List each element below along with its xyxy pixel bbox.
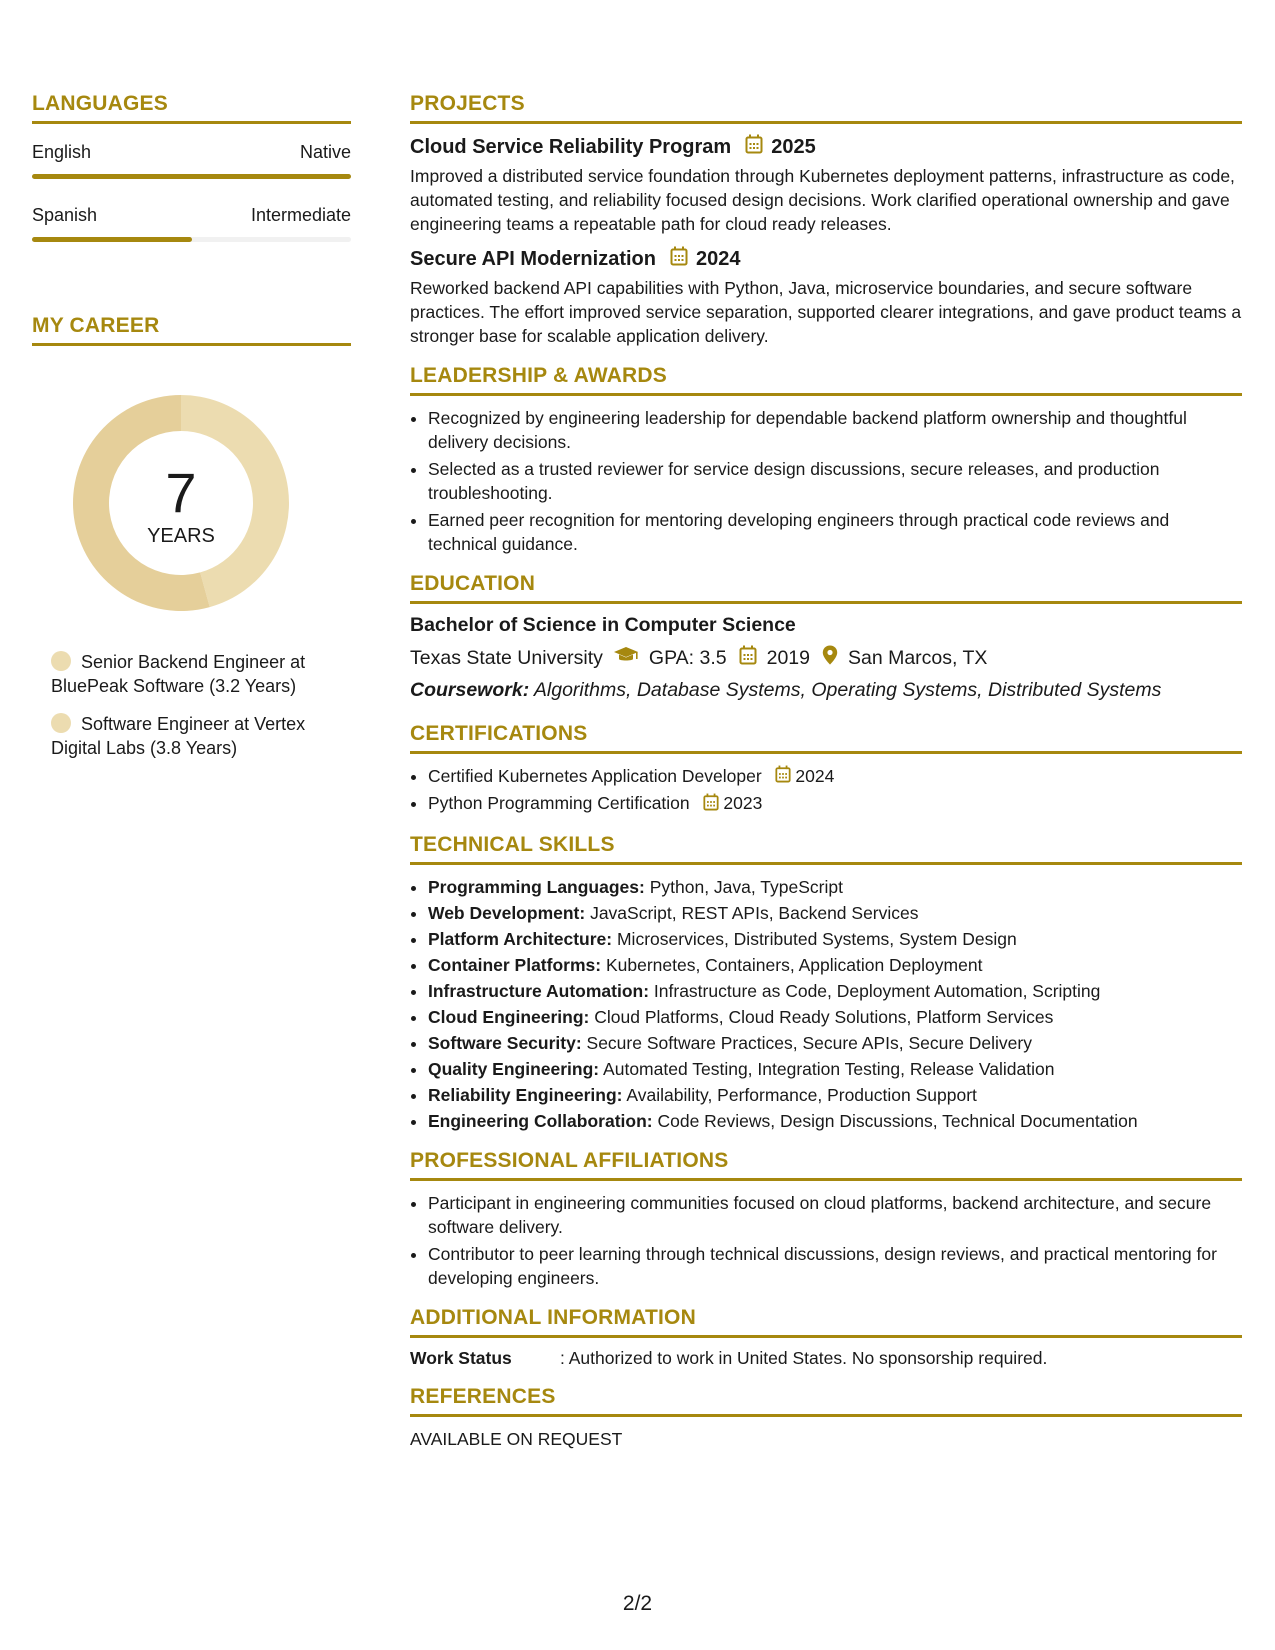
language-proficiency-bar [32,237,351,242]
project-name: Cloud Service Reliability Program [410,135,732,158]
legend-item [51,712,351,760]
skill-value: Microservices, Distributed Systems, System Design [616,928,1017,949]
calendar-icon [739,645,757,671]
project-description: Reworked backend API capabilities with Python, Java, microservice boundaries, and secure software practices. The effort improved service separation, supported clearer integrations, and gave product teams a stronger base for scalable application delivery. [410,278,1242,346]
calendar-icon [670,246,688,272]
career-years-label: YEARS [147,524,215,547]
skill-item [428,1005,1242,1029]
education-title: EDUCATION [410,572,1242,604]
certifications-section [410,722,1242,817]
project-year: 2024 [695,247,741,270]
list-item: • Recognized by engineering leadership for dependable backend platform ownership and thoughtful delivery decisions. [428,406,1242,454]
skill-label: Engineering Collaboration: [428,1110,653,1131]
left-column [32,92,351,774]
affiliations-title: PROFESSIONAL AFFILIATIONS [410,1149,1242,1181]
additional-title: ADDITIONAL INFORMATION [410,1306,1242,1338]
gpa: GPA: 3.5 [648,646,727,669]
skills-section [410,833,1242,1133]
school-location: San Marcos, TX [847,646,988,669]
degree-name: Bachelor of Science in Computer Science [410,614,796,636]
legend-dot-icon [51,651,71,671]
skill-item [428,875,1242,899]
language-proficiency-fill [32,174,351,179]
career-legend [32,650,351,760]
skill-item [428,1083,1242,1107]
certification-year: 2024 [795,766,835,786]
calendar-icon [775,765,791,789]
school-name: Texas State University [410,646,603,669]
education-section [410,572,1242,702]
calendar-icon [745,134,763,160]
leadership-section [410,364,1242,556]
skill-value: Python, Java, TypeScript [649,876,843,897]
project-item [410,134,1242,236]
certifications-title: CERTIFICATIONS [410,722,1242,754]
calendar-icon [703,793,719,817]
language-name: English [32,142,92,162]
references-title: REFERENCES [410,1385,1242,1417]
coursework-list: Algorithms, Database Systems, Operating Systems, Distributed Systems [533,679,1162,701]
skill-item [428,1031,1242,1055]
coursework [410,679,1242,702]
skill-label: Cloud Engineering: [428,1006,590,1027]
skill-item [428,979,1242,1003]
references-text: AVAILABLE ON REQUEST [410,1428,623,1449]
location-pin-icon [822,645,838,671]
certification-name: Python Programming Certification [428,793,690,814]
language-proficiency-fill [32,237,192,242]
legend-label: Software Engineer at Vertex Digital Labs (3.8 Years) [51,714,306,758]
skills-title: TECHNICAL SKILLS [410,833,1242,865]
skill-value: Code Reviews, Design Discussions, Technical Documentation [657,1110,1138,1131]
project-description: Improved a distributed service foundation through Kubernetes deployment patterns, infrastructure as code, automated testing, and reliability focused design decisions. Work clarified operational ownership and gave engineering teams a repeatable path for cloud ready releases. [410,166,1235,234]
skill-label: Programming Languages: [428,876,645,897]
career-title: MY CAREER [32,314,351,346]
skill-item [428,1057,1242,1081]
work-status-label: Work Status [410,1347,512,1368]
skill-item [428,901,1242,925]
list-item: • Earned peer recognition for mentoring developing engineers through practical code reviews and technical guidance. [428,508,1242,556]
certification-name: Certified Kubernetes Application Developer [428,766,762,786]
skill-label: Quality Engineering: [428,1058,600,1079]
skill-value: Cloud Platforms, Cloud Ready Solutions, Platform Services [594,1006,1054,1027]
legend-item [51,650,351,698]
skill-item [428,1109,1242,1133]
page-number: 2/2 [622,1592,653,1615]
skill-label: Container Platforms: [428,954,602,975]
language-proficiency-bar [32,174,351,179]
list-item [428,791,1242,816]
project-name: Secure API Modernization [410,247,656,270]
skill-value: Secure Software Practices, Secure APIs, Secure Delivery [586,1032,1032,1053]
list-item [428,764,1242,789]
references-section [410,1385,1242,1450]
skill-value: JavaScript, REST APIs, Backend Services [590,902,919,923]
skill-value: Kubernetes, Containers, Application Deployment [605,954,983,975]
right-column [410,92,1242,1450]
skill-label: Software Security: [428,1032,582,1053]
language-item-spanish [32,205,351,242]
language-name: Spanish [32,205,98,225]
career-years-number: 7 [165,460,197,524]
certification-year: 2023 [723,793,763,814]
language-level: Intermediate [250,205,351,225]
languages-title: LANGUAGES [32,92,351,124]
skill-item [428,927,1242,951]
skill-item [428,953,1242,977]
affiliations-section [410,1149,1242,1290]
coursework-label: Coursework: [410,679,530,701]
work-status-value: : Authorized to work in United States. No sponsorship required. [560,1347,1048,1368]
language-level: Native [299,142,351,162]
leadership-title: LEADERSHIP & AWARDS [410,364,1242,396]
skill-label: Web Development: [428,902,586,923]
list-item: • Participant in engineering communities focused on cloud platforms, backend architecture, and secure software delivery. [428,1191,1242,1239]
skill-label: Reliability Engineering: [428,1084,623,1105]
legend-label: Senior Backend Engineer at BluePeak Software (3.2 Years) [51,652,306,696]
project-item [410,246,1242,348]
list-item: • Contributor to peer learning through technical discussions, design reviews, and practical mentoring for developing engineers. [428,1242,1242,1290]
legend-dot-icon [51,713,71,733]
project-year: 2025 [771,135,816,158]
additional-section [410,1306,1242,1369]
graduation-cap-icon [613,646,639,670]
career-donut-chart [66,388,296,618]
skill-label: Infrastructure Automation: [428,980,650,1001]
language-item-english [32,142,351,179]
skill-value: Infrastructure as Code, Deployment Automation, Scripting [653,980,1101,1001]
graduation-year: 2019 [766,646,810,669]
skill-value: Automated Testing, Integration Testing, Release Validation [603,1058,1055,1079]
skill-label: Platform Architecture: [428,928,613,949]
list-item: • Selected as a trusted reviewer for service design discussions, secure releases, and production troubleshooting. [428,457,1242,505]
skill-value: Availability, Performance, Production Support [626,1084,977,1105]
projects-title: PROJECTS [410,92,1242,124]
